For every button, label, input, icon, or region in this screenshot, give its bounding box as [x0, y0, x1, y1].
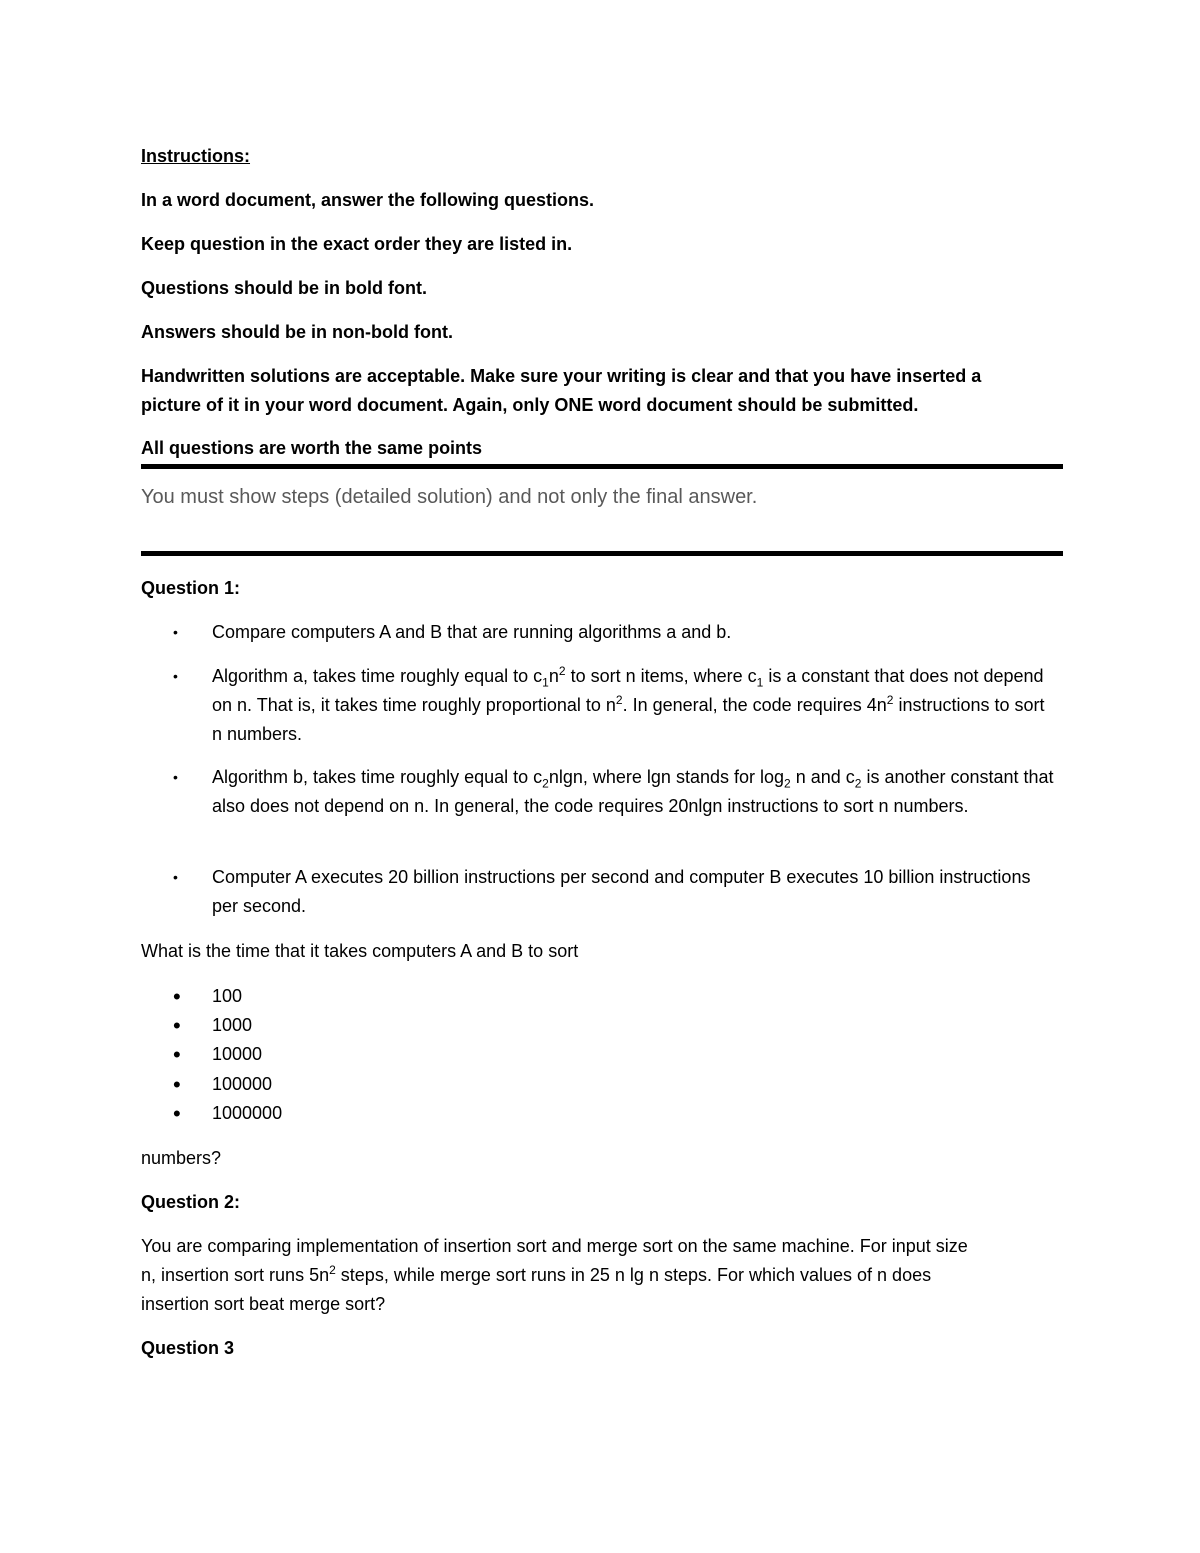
question1-closing: numbers?: [141, 1148, 222, 1168]
steps-note: You must show steps (detailed solution) and not only the final answer.: [141, 486, 758, 508]
bullet-icon: •: [173, 1013, 181, 1038]
question2-line-3: insertion sort beat merge sort?: [141, 1294, 386, 1314]
instruction-line-5: Handwritten solutions are acceptable. Make sure your writing is clear and that you have inserted a: [141, 366, 982, 386]
question1-bullet-2: [141, 662, 1063, 749]
question2-line-2: n, insertion sort runs $5n^2$ steps, while merge sort runs in 25 n lg n steps. For which values of n does: [141, 1263, 932, 1285]
bullet-icon: •: [173, 1072, 181, 1097]
bullet-text: Algorithm a, takes time roughly equal to $c_1n^2$ to sort n items, where $c_1$ is a constant that does not depend on n. That is, it takes time roughly proportional to $n^2$. In general, the code requires $4n^2$ instructions to sort n numbers.: [212, 664, 1045, 744]
bullet-text: Algorithm b, takes time roughly equal to $c_2nlgn$, where lgn stands for $\log_2 n$ and $c_2$ is another constant that also does not depend on n. In general, the code requires 20nlgn instructions to sort n numbers.: [212, 767, 1054, 816]
bullet-icon: •: [173, 769, 178, 785]
instruction-line-7: All questions are worth the same points: [141, 438, 483, 458]
question2-heading: Question 2:: [141, 1192, 241, 1212]
question1-bullet-4: [141, 863, 1063, 921]
question1-heading: Question 1:: [141, 578, 241, 598]
instruction-line-6: picture of it in your word document. Again, only ONE word document should be submitted.: [141, 395, 919, 415]
question1-bullet-3: [141, 763, 1063, 850]
question1-prompt: What is the time that it takes computers A and B to sort: [141, 941, 579, 961]
bullet-text: Computer A executes 20 billion instructions per second and computer B executes 10 billion instructions per second.: [212, 867, 1031, 916]
instruction-line-4: Answers should be in non-bold font.: [141, 322, 453, 342]
question1-bullet-1: [141, 618, 1063, 647]
instruction-line-2: Keep question in the exact order they are listed in.: [141, 234, 573, 254]
question2-line-1: You are comparing implementation of insertion sort and merge sort on the same machine. For input size: [141, 1236, 968, 1256]
bullet-icon: •: [173, 984, 181, 1009]
bullet-icon: •: [173, 624, 178, 640]
question3-heading: Question 3: [141, 1338, 235, 1358]
horizontal-rule-bottom: [141, 551, 1063, 556]
bullet-icon: •: [173, 869, 178, 885]
instructions-heading: Instructions:: [141, 146, 251, 166]
bullet-icon: •: [173, 668, 178, 684]
bullet-text: Compare computers A and B that are running algorithms a and b.: [212, 622, 732, 642]
instruction-line-3: Questions should be in bold font.: [141, 278, 427, 298]
bullet-icon: •: [173, 1101, 181, 1126]
bullet-icon: •: [173, 1042, 181, 1067]
horizontal-rule-top: [141, 464, 1063, 469]
instruction-line-1: In a word document, answer the following questions.: [141, 190, 595, 210]
